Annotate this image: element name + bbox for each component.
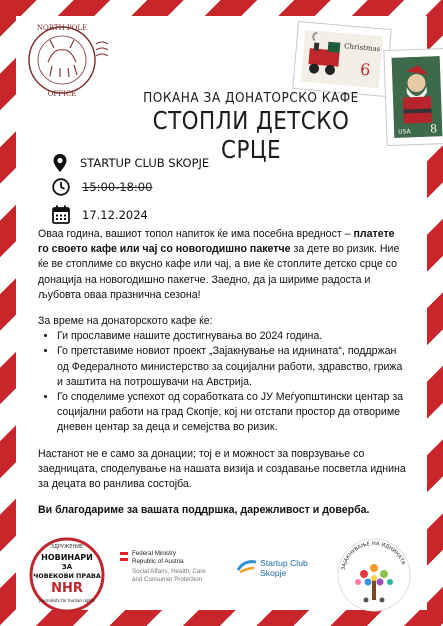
ministry-line2: Republic of Austria xyxy=(132,558,184,565)
austria-ministry-logo xyxy=(120,550,230,584)
usa-stamp-santa xyxy=(384,49,443,145)
invitation-subtitle: ПОКАНА ЗА ДОНАТОРСКО КАФЕ xyxy=(143,90,359,106)
invitation-body xyxy=(38,227,408,529)
page-title: СТОПЛИ ДЕТСКО СРЦЕ xyxy=(152,106,350,164)
thanks-text: Ви благодариме за вашата поддршка, дарежливост и доверба. xyxy=(38,504,370,517)
stamp1-value: 6 xyxy=(359,59,372,80)
ministry-line4: and Consumer Protection xyxy=(132,576,203,583)
santa-icon xyxy=(392,56,443,138)
list-item: • Ги прославиме нашите достигнувања во 2024 година. xyxy=(57,329,408,344)
stamp2-value: 8 xyxy=(429,122,438,136)
calendar-icon xyxy=(52,205,70,224)
nhr-line1: НОВИНАРИ xyxy=(41,553,93,562)
nhr-logo xyxy=(24,536,110,614)
nhr-line4: NHR xyxy=(51,581,83,596)
list-item: • Го претставиме новиот проект „Зајакнување на иднината“, поддржан од Федералното министерство за социјални работи, здравство, грижа и заштита на потрошувачи на Австрија. xyxy=(57,344,408,390)
startup-line2: Skopje xyxy=(260,568,287,578)
startup-swoosh-icon xyxy=(236,558,258,574)
intro-part2: за дете во ризик. Ние ќе ве стоплиме со вкусно кафе или чај, а вие ќе стоплите детско срце со донација на новогодишно пакетче. Заедно, да ја шириме радоста и љубовта оваа празнична сезона! xyxy=(38,243,400,301)
nhr-line5: Journalists for human rights xyxy=(39,598,95,603)
nhr-ring-text: ЗДРУЖЕНИЕ xyxy=(50,544,84,550)
startup-club-logo xyxy=(236,558,336,578)
location-pin-icon xyxy=(52,153,68,173)
christmas-stamp-train xyxy=(293,22,390,96)
postmark-bottom-text: OFFICE xyxy=(47,90,77,98)
intro-bold: платете го своето кафе или чај со новогодишно пакетче xyxy=(38,228,395,256)
stamp1-text: Christmas xyxy=(343,42,381,54)
train-icon xyxy=(301,30,383,89)
postmark-top-text: NORTH POLE xyxy=(36,24,88,32)
startup-line1: Startup Club xyxy=(260,558,308,568)
location-row xyxy=(52,153,209,173)
ministry-line3: Social Affairs, Health, Care xyxy=(132,568,206,575)
austria-flag-icon xyxy=(120,552,128,561)
partner-logos xyxy=(16,536,427,616)
during-label: За време на донаторското кафе ќе: xyxy=(38,315,213,328)
date-text: 17.12.2024 xyxy=(82,207,148,222)
intro-part1: Оваа година, вашиот топол напиток ќе има посебна вредност – xyxy=(38,228,351,240)
location-text: STARTUP CLUB SKOPJE xyxy=(80,156,210,170)
closing-paragraph: Настанот не е само за донации; тој е и можност за поврзување со заедницата, споделување на нашата визија и создавање посветла иднина за децата во ранлива состојба. xyxy=(38,447,406,491)
stamp2-text: USA xyxy=(398,128,411,136)
time-row xyxy=(52,178,152,196)
intro-paragraph xyxy=(38,227,408,303)
list-item: • Го споделиме успехот од соработката со ЈУ Меѓуопштински центар за социјални работи на град Скопје, кој ни отстапи простор да отвориме дневен центар за деца и семејства во ризик. xyxy=(57,390,408,436)
north-pole-postmark xyxy=(18,16,110,104)
nhr-line3: ЧОВЕКОВИ ПРАВА xyxy=(33,572,101,580)
empower-ring-text: ЗАЈАКНУВАЊЕ НА ИДНИНАТА xyxy=(340,540,407,571)
agenda-list xyxy=(38,329,408,435)
date-row xyxy=(52,205,148,224)
invitation-card xyxy=(16,16,438,610)
empowering-future-logo xyxy=(334,536,414,614)
nhr-line2: ЗА xyxy=(61,563,73,571)
clock-icon xyxy=(52,178,70,196)
time-text: 15:00-18:00 xyxy=(82,180,153,194)
ministry-line1: Federal Ministry xyxy=(132,550,177,557)
